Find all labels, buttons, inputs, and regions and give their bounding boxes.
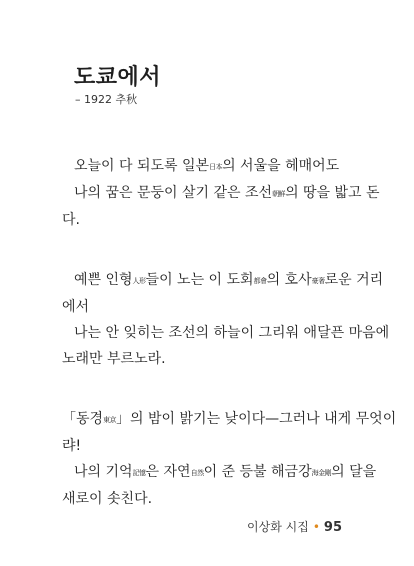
poem-body [62,153,397,546]
line-text: 「동경 [62,411,104,427]
line-text: 은 자연 [145,464,191,480]
poem-line [62,180,380,207]
poem-line [62,320,390,346]
book-title: 이상화 시집 [247,520,309,534]
poem-line-continuation [62,294,362,320]
poem-line [62,459,377,486]
hanja-annotation: 海金剛 [311,469,332,477]
hanja-annotation: 自然 [190,469,204,477]
poem-date: – 1922 추秋 [75,93,138,106]
poem-line-continuation [62,433,362,459]
poem-line-continuation [62,486,362,512]
line-text: 의 호사 [266,272,312,288]
hanja-annotation: 記憶 [132,469,146,477]
line-text: 의 땅을 밟고 돈 [285,185,380,201]
line-text: 들이 노는 이 도회 [145,272,254,288]
stanza-3 [62,406,397,512]
line-text: 노래만 부르노라. [62,351,166,367]
poem-line-continuation [62,207,362,233]
poem-line [62,267,384,294]
poem-line [62,153,362,180]
separator-dot: • [312,520,320,534]
line-text: 나의 꿈은 문둥이 살기 같은 조선 [74,185,273,201]
line-text: 의 서울을 헤매어도 [222,158,340,174]
line-text: 오늘이 다 되도록 일본 [74,158,210,174]
hanja-annotation: 豪奢 [311,277,325,285]
line-text: 」의 밤이 밝기는 낮이다—그러나 내게 무엇이 [116,411,397,427]
line-text: 다. [62,212,80,228]
line-text: 랴! [62,438,82,454]
line-text: 나의 기억 [74,464,133,480]
hanja-annotation: 東京 [103,416,117,424]
stanza-1 [62,153,380,233]
poem-line [62,406,397,433]
page-footer [247,518,342,535]
line-text: 의 달을 [331,464,377,480]
stanza-2 [62,267,390,372]
page-number: 95 [323,520,342,535]
line-text: 이 준 등불 해금강 [203,464,312,480]
hanja-annotation: 朝鮮 [272,190,286,198]
line-text: 로운 거리 [324,272,384,288]
line-text: 예쁜 인형 [74,272,133,288]
hanja-annotation: 日本 [209,163,223,171]
poem-line-continuation [62,346,362,372]
line-text: 나는 안 잊히는 조선의 하늘이 그리워 애달픈 마음에 [74,325,390,341]
line-text: 에서 [62,299,90,315]
hanja-annotation: 人形 [132,277,146,285]
line-text: 새로이 솟친다. [62,491,153,507]
poem-title: 도쿄에서 [74,65,162,90]
hanja-annotation: 都會 [253,277,267,285]
